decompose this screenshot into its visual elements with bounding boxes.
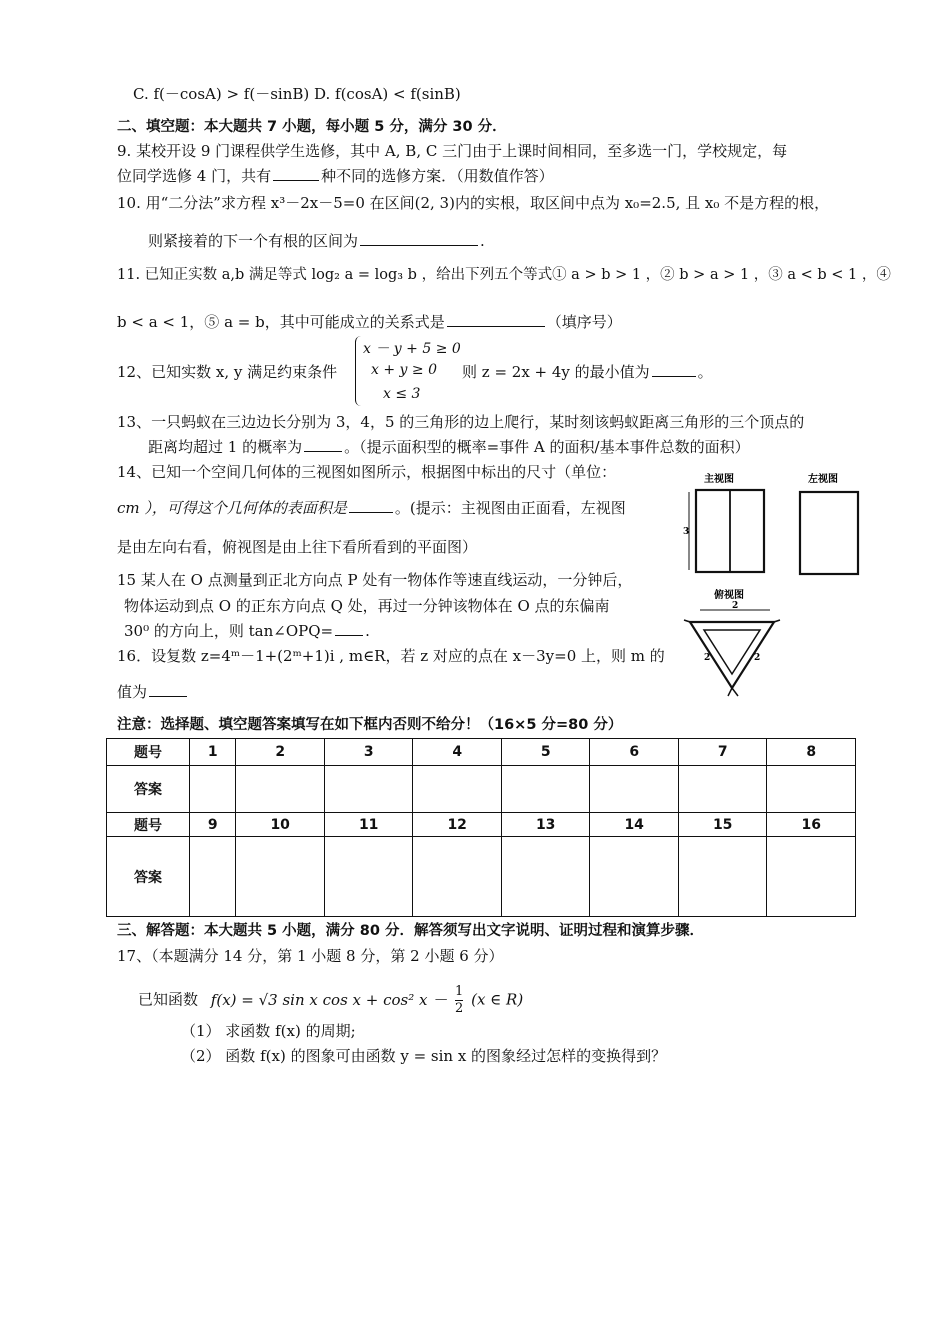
side-view-rect: [800, 492, 858, 574]
section-2-heading: 二、填空题：本大题共 7 小题，每小题 5 分，满分 30 分．: [117, 119, 507, 135]
answer-cell[interactable]: [767, 837, 856, 917]
header-cell: 题号: [107, 813, 190, 837]
q8-options-cd: C. f(－cosA) > f(－sinB) D. f(cosA) < f(sinB): [133, 85, 461, 103]
q16-line1: 16．设复数 z=4ᵐ－1+(2ᵐ+1)i , m∈R，若 z 对应的点在 x－3y=0 上，则 m 的: [117, 647, 665, 665]
q15-text: 30⁰ 的方向上，则 tan∠OPQ=: [124, 622, 334, 640]
q14-text-end: 。(提示：主视图由正面看，左视图: [394, 499, 626, 517]
constraint-2: x + y ≥ 0: [371, 362, 437, 378]
q17-domain: (x ∈ R): [471, 990, 524, 1009]
answer-cell[interactable]: [413, 766, 502, 813]
q12-lead: 12、已知实数 x, y 满足约束条件: [117, 363, 338, 381]
q17-part2: （2） 函数 f(x) 的图象可由函数 y = sin x 的图象经过怎样的变换得到？: [181, 1047, 667, 1065]
question-number-cell: 3: [324, 739, 413, 766]
q13-text-end: 。（提示面积型的概率=事件 A 的面积/基本事件总数的面积）: [344, 438, 750, 456]
table-row: [107, 837, 856, 917]
fraction-one-half: [455, 984, 463, 1017]
q11-line2: [117, 312, 622, 332]
q17-function-line: [138, 984, 523, 1017]
q9-blank: [273, 166, 319, 181]
q9-text: 位同学选修 4 门，共有: [117, 167, 272, 185]
question-number-cell: 11: [324, 813, 413, 837]
question-number-cell: 10: [236, 813, 325, 837]
top-view-triangle-outer: [690, 622, 774, 688]
q14-blank: [349, 498, 393, 513]
question-number-cell: 13: [501, 813, 590, 837]
q9-line2: [117, 166, 554, 186]
fraction-numerator: 1: [455, 984, 464, 999]
q10-line2: [148, 231, 485, 251]
question-number-cell: 8: [767, 739, 856, 766]
q15-line3: [124, 621, 370, 641]
top-view-label: 俯视图: [714, 590, 744, 601]
answer-cell[interactable]: [590, 837, 679, 917]
question-number-cell: 15: [678, 813, 767, 837]
answer-cell[interactable]: [678, 837, 767, 917]
front-dim-value: 3: [683, 527, 690, 537]
q11-text: b < a < 1，⑤ a = b，其中可能成立的关系式是: [117, 313, 445, 331]
q15-line1: 15 某人在 O 点测量到正北方向点 P 处有一物体作等速直线运动，一分钟后，: [117, 571, 633, 589]
q15-line2: 物体运动到点 O 的正东方向点 Q 处，再过一分钟该物体在 O 点的东偏南: [124, 597, 610, 615]
q9-text-end: 种不同的选修方案．（用数值作答）: [321, 167, 554, 185]
answer-cell[interactable]: [590, 766, 679, 813]
table-row: [107, 766, 856, 813]
q14-line2: [117, 498, 626, 518]
answer-cell[interactable]: [236, 837, 325, 917]
header-cell: 题号: [107, 739, 190, 766]
answer-box-notice: 注意：选择题、填空题答案填写在如下框内否则不给分！（16×5 分=80 分）: [117, 717, 623, 733]
constraint-3: x ≤ 3: [383, 386, 421, 402]
q15-text-end: .: [365, 622, 370, 640]
table-row: [107, 739, 856, 766]
question-number-cell: 6: [590, 739, 679, 766]
q13-blank: [304, 437, 342, 452]
q12-text-end: 。: [697, 363, 713, 381]
answer-cell[interactable]: [324, 766, 413, 813]
answer-cell[interactable]: [324, 837, 413, 917]
q17-part1: （1） 求函数 f(x) 的周期;: [181, 1022, 356, 1040]
q10-text-end: .: [480, 232, 485, 250]
question-number-cell: 9: [190, 813, 236, 837]
q13-line1: 13、一只蚂蚁在三边边长分别为 3，4，5 的三角形的边上爬行，某时刻该蚂蚁距离三角形的三个顶点的: [117, 413, 805, 431]
q14-text: cm ），可得这个几何体的表面积是: [117, 499, 347, 517]
answer-cell[interactable]: [190, 766, 236, 813]
q10-line1: 10. 用“二分法”求方程 x³－2x－5=0 在区间(2, 3)内的实根，取区间中点为 x₀=2.5, 且 x₀ 不是方程的根，: [117, 194, 830, 212]
right-dim-value: 2: [754, 653, 761, 663]
q10-text: 则紧接着的下一个有根的区间为: [148, 232, 359, 250]
question-number-cell: 4: [413, 739, 502, 766]
q17-formula: f(x) = √3 sin x cos x + cos² x －: [210, 990, 448, 1009]
q14-line3: 是由左向右看，俯视图是由上往下看所看到的平面图）: [117, 538, 478, 556]
top-view-triangle-inner: [704, 630, 760, 674]
constraint-1: x － y + 5 ≥ 0: [363, 341, 461, 357]
answer-cell[interactable]: [501, 766, 590, 813]
top-dim-value: 2: [732, 601, 739, 611]
q17-text: 已知函数: [138, 990, 199, 1009]
side-view-label: 左视图: [808, 474, 838, 485]
left-dim-value: 2: [704, 653, 711, 663]
question-number-cell: 14: [590, 813, 679, 837]
header-cell: 答案: [107, 837, 190, 917]
header-cell: 答案: [107, 766, 190, 813]
q13-line2: [148, 437, 750, 457]
answer-table: [106, 738, 856, 917]
q10-blank: [360, 231, 478, 246]
answer-cell[interactable]: [190, 837, 236, 917]
q13-text: 距离均超过 1 的概率为: [148, 438, 303, 456]
q16-blank: [149, 682, 187, 697]
answer-cell[interactable]: [236, 766, 325, 813]
q11-line1: 11. 已知正实数 a,b 满足等式 log₂ a = log₃ b ，给出下列五个等式① a > b > 1 ，② b > a > 1 ，③ a < b < 1 ，④: [117, 267, 891, 283]
q15-blank: [335, 621, 363, 636]
q12-blank: [652, 362, 696, 377]
question-number-cell: 1: [190, 739, 236, 766]
section-3-heading: 三、解答题：本大题共 5 小题，满分 80 分．解答须写出文字说明、证明过程和演算步骤．: [117, 923, 704, 939]
question-number-cell: 7: [678, 739, 767, 766]
question-number-cell: 12: [413, 813, 502, 837]
q11-text-end: （填序号）: [546, 313, 622, 331]
q12-tail: [462, 362, 713, 382]
three-view-figure: [682, 470, 872, 700]
table-row: [107, 813, 856, 837]
q16-line2: [117, 682, 189, 702]
front-view-label: 主视图: [704, 474, 734, 485]
q16-text: 值为: [117, 683, 148, 701]
answer-cell[interactable]: [501, 837, 590, 917]
answer-cell[interactable]: [678, 766, 767, 813]
question-number-cell: 2: [236, 739, 325, 766]
fraction-denominator: 2: [455, 1001, 464, 1016]
question-number-cell: 5: [501, 739, 590, 766]
q14-line1: 14、已知一个空间几何体的三视图如图所示，根据图中标出的尺寸（单位：: [117, 463, 617, 481]
answer-cell[interactable]: [767, 766, 856, 813]
answer-cell[interactable]: [413, 837, 502, 917]
question-number-cell: 16: [767, 813, 856, 837]
q11-blank: [447, 312, 545, 327]
q17-heading: 17、（本题满分 14 分，第 1 小题 8 分，第 2 小题 6 分）: [117, 947, 504, 965]
q9-line1: 9. 某校开设 9 门课程供学生选修，其中 A, B, C 三门由于上课时间相同，至多选一门，学校规定，每: [117, 142, 788, 160]
q12-text: 则 z = 2x + 4y 的最小值为: [462, 363, 650, 381]
